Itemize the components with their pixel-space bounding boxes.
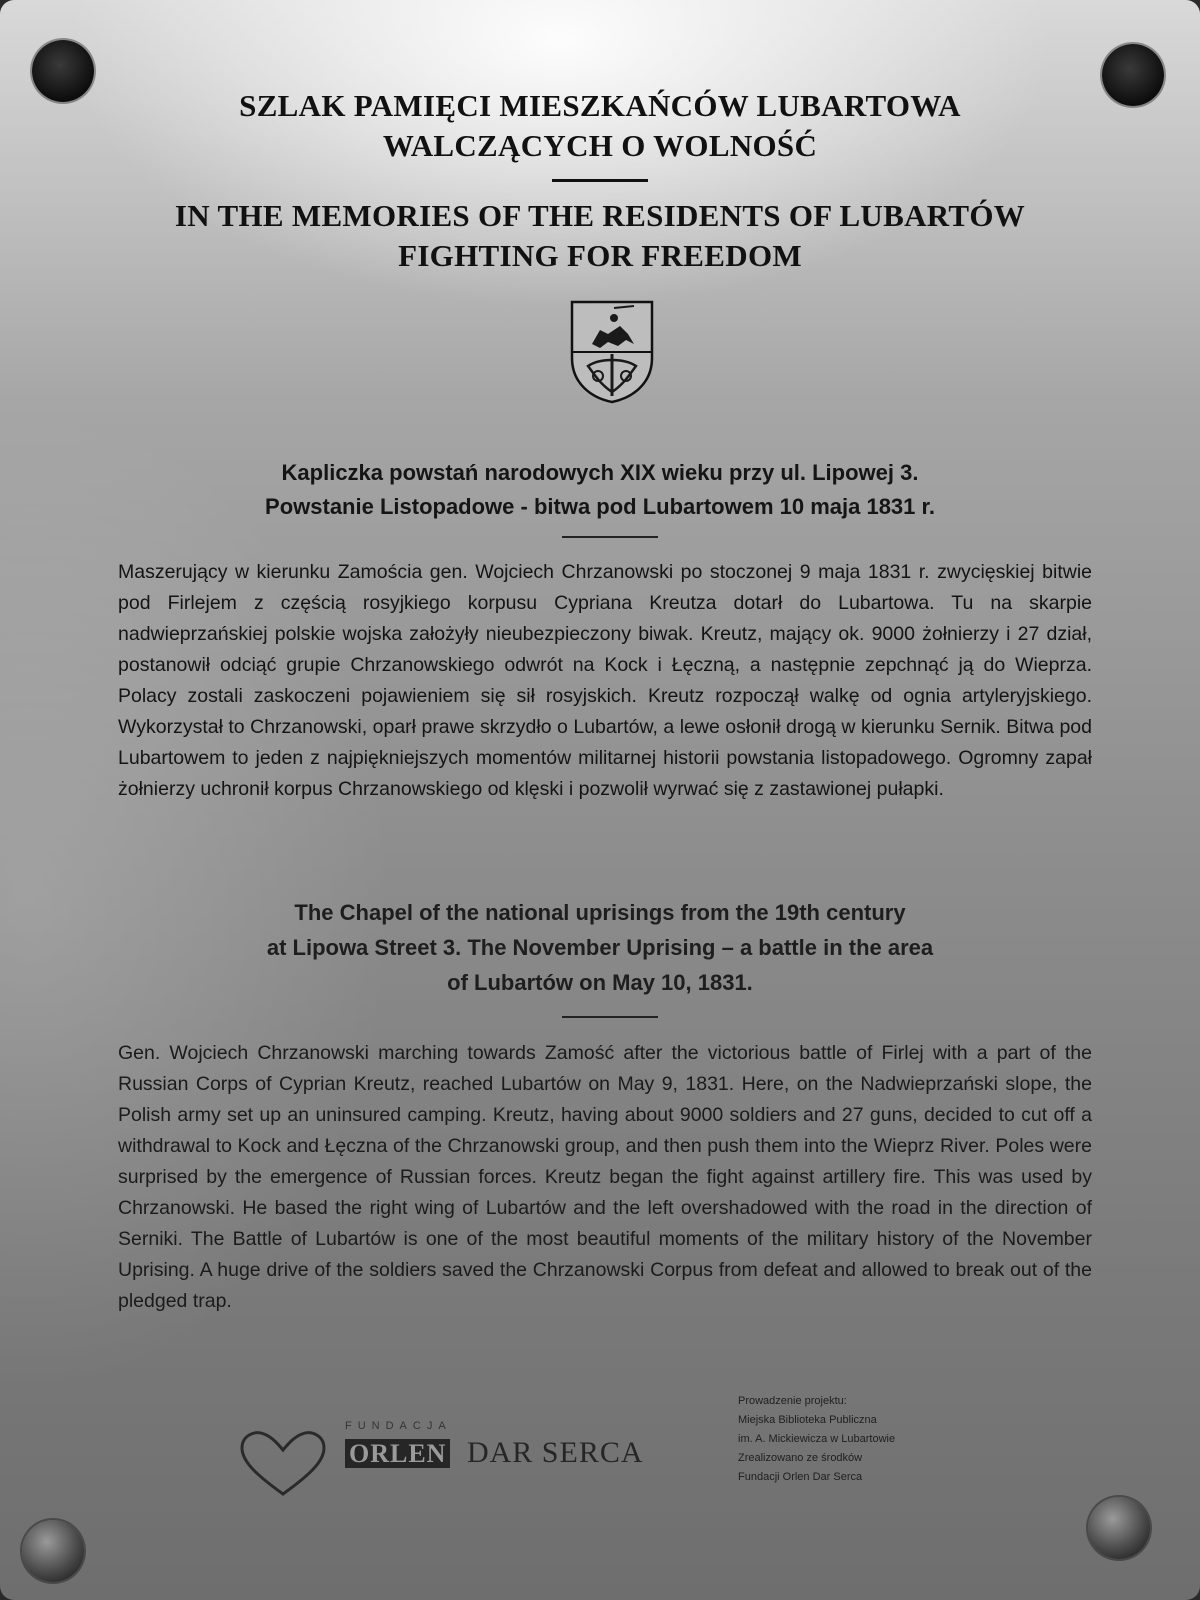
en-heading-line2: at Lipowa Street 3. The November Uprising – a battle in the area bbox=[266, 935, 934, 960]
foundation-name-left: ORLEN bbox=[345, 1439, 450, 1468]
en-heading-divider bbox=[562, 1016, 658, 1018]
bottom-right-bolt bbox=[1088, 1497, 1150, 1559]
credits-line: im. A. Mickiewicza w Lubartowie bbox=[738, 1433, 896, 1445]
title-pl-line2: WALCZĄCYCH O WOLNOŚĆ bbox=[382, 128, 818, 163]
credits-line: Prowadzenie projektu: bbox=[738, 1395, 847, 1407]
title-en-line1: IN THE MEMORIES OF THE RESIDENTS OF LUBARTÓW bbox=[174, 198, 1026, 233]
en-body-paragraph: Gen. Wojciech Chrzanowski marching towards Zamość after the victorious battle of Firlej with a part of the Russian Corps of Cyprian Kreutz, reached Lubartów on May 9, 1831. Here, on the Nadwieprzański slope, the Polish army set up an uninsured camping. Kreutz, having about 9000 soldiers and 27 guns, decided to cut off a withdrawal to Kock and Łęczna of the Chrzanowski group, and then push them into the Wieprz River. Poles were surprised by the emergence of Russian forces. Kreutz began the fight against artillery fire. This was used by Chrzanowski. He based the right wing of Lubartów and the left overshadowed with the road in the direction of Serniki. The Battle of Lubartów is one of the most beautiful moments of the military history of the November Uprising. A huge drive of the soldiers saved the Chrzanowski Corpus from defeat and allowed to break out of the pledged trap. bbox=[118, 1042, 1092, 1312]
en-heading-line3: of Lubartów on May 10, 1831. bbox=[447, 970, 753, 995]
title-en-line2: FIGHTING FOR FREEDOM bbox=[398, 238, 802, 273]
pl-body-paragraph: Maszerujący w kierunku Zamościa gen. Wojciech Chrzanowski po stoczonej 9 maja 1831 r. zwycięskiej bitwie pod Firlejem z częścią rosyjkiego korpusu Cypriana Kreutza dotarł do Lubartowa. Tu na skarpie nadwieprzańskiej polskie wojska założyły nieubezpieczony biwak. Kreutz, mający ok. 9000 żołnierzy i 27 dział, postanowił odciąć grupie Chrzanowskiego odwrót na Kock i Łęczną, a następnie zepchnąć ją do Wieprza. Polacy zostali zaskoczeni pojawieniem się sił rosyjskich. Kreutz rozpoczął walkę od ognia artyleryjskiego. Wykorzystał to Chrzanowski, oparł prawe skrzydło o Lubartów, a lewe osłonił drogą w kierunku Sernik. Bitwa pod Lubartowem to jeden z najpiękniejszych momentów militarnej historii powstania listopadowego. Ogromny zapał żołnierzy uchronił korpus Chrzanowskiego od klęski i pozwolił wyrwać się z zastawionej pułapki. bbox=[118, 561, 1092, 800]
credits-line: Miejska Biblioteka Publiczna bbox=[738, 1414, 877, 1426]
pl-heading-line1: Kapliczka powstań narodowych XIX wieku przy ul. Lipowej 3. bbox=[281, 460, 919, 485]
credits-line: Fundacji Orlen Dar Serca bbox=[738, 1471, 863, 1483]
foundation-label: FUNDACJA bbox=[345, 1420, 452, 1432]
credits-line: Zrealizowano ze środków bbox=[738, 1452, 863, 1464]
lubartow-coat-of-arms-icon bbox=[568, 300, 656, 404]
project-credits bbox=[738, 1392, 978, 1487]
pl-heading-line2: Powstanie Listopadowe - bitwa pod Lubartowem 10 maja 1831 r. bbox=[265, 494, 935, 519]
title-pl-line1: SZLAK PAMIĘCI MIESZKAŃCÓW LUBARTOWA bbox=[239, 88, 961, 123]
bottom-left-bolt bbox=[22, 1520, 84, 1582]
pl-heading-divider bbox=[562, 536, 658, 538]
foundation-name bbox=[345, 1436, 644, 1470]
en-heading-line1: The Chapel of the national uprisings from the 19th century bbox=[294, 900, 906, 925]
foundation-name-right: DAR SERCA bbox=[466, 1436, 644, 1469]
title-divider bbox=[552, 179, 648, 182]
heart-logo-icon bbox=[238, 1428, 328, 1500]
